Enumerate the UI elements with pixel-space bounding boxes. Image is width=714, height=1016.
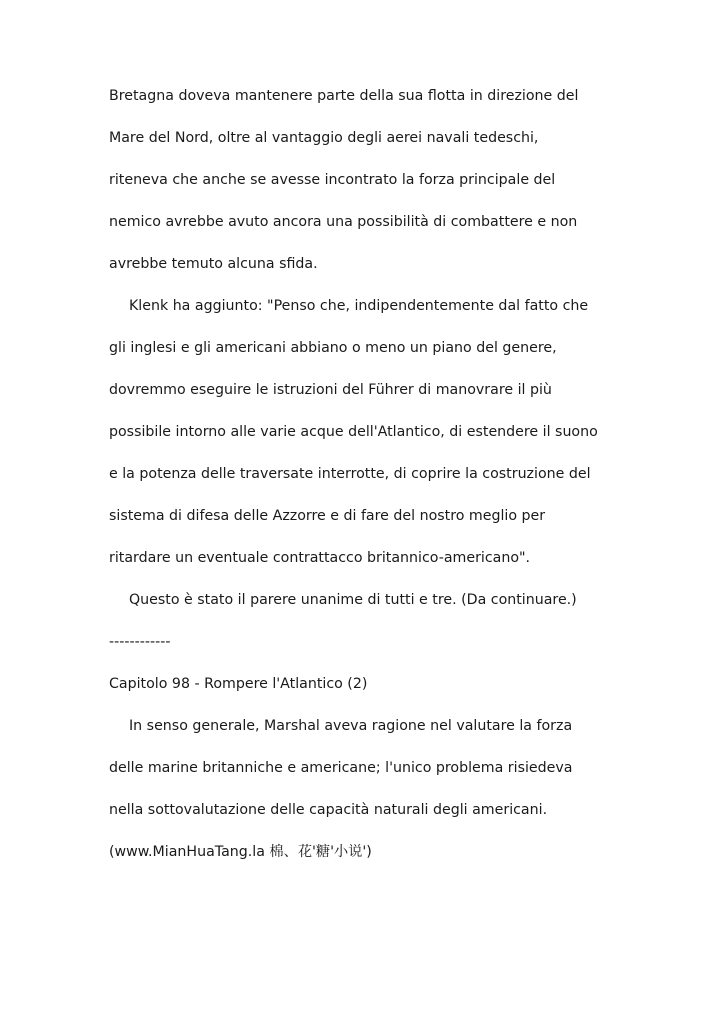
- text-line: Bretagna doveva mantenere parte della sua flotta in direzione del: [109, 88, 579, 104]
- text-line: dovremmo eseguire le istruzioni del Führer di manovrare il più: [109, 382, 552, 398]
- text-line: delle marine britanniche e americane; l'unico problema risiedeva: [109, 760, 573, 776]
- text-line: e la potenza delle traversate interrotte, di coprire la costruzione del: [109, 466, 591, 482]
- section-separator: ------------: [109, 634, 171, 650]
- paragraph-start-line: Questo è stato il parere unanime di tutti e tre. (Da continuare.): [129, 592, 577, 608]
- document-body: [109, 80, 649, 878]
- text-line: possibile intorno alle varie acque dell'Atlantico, di estendere il suono: [109, 424, 598, 440]
- paragraph-start-line: Klenk ha aggiunto: "Penso che, indipendentemente dal fatto che: [129, 298, 589, 314]
- text-line: sistema di difesa delle Azzorre e di fare del nostro meglio per: [109, 508, 546, 524]
- text-line: riteneva che anche se avesse incontrato la forza principale del: [109, 172, 556, 188]
- paragraph-start-line: In senso generale, Marshal aveva ragione nel valutare la forza: [129, 718, 573, 734]
- chapter-title: Capitolo 98 - Rompere l'Atlantico (2): [109, 676, 368, 692]
- source-watermark-line: (www.MianHuaTang.la 棉、花'糖'小说'): [109, 844, 372, 860]
- text-line: avrebbe temuto alcuna sfida.: [109, 256, 318, 272]
- text-line: ritardare un eventuale contrattacco britannico-americano".: [109, 550, 531, 566]
- text-line: Mare del Nord, oltre al vantaggio degli aerei navali tedeschi,: [109, 130, 539, 146]
- text-line: nemico avrebbe avuto ancora una possibilità di combattere e non: [109, 214, 578, 230]
- text-line: gli inglesi e gli americani abbiano o meno un piano del genere,: [109, 340, 557, 356]
- text-line: nella sottovalutazione delle capacità naturali degli americani.: [109, 802, 548, 818]
